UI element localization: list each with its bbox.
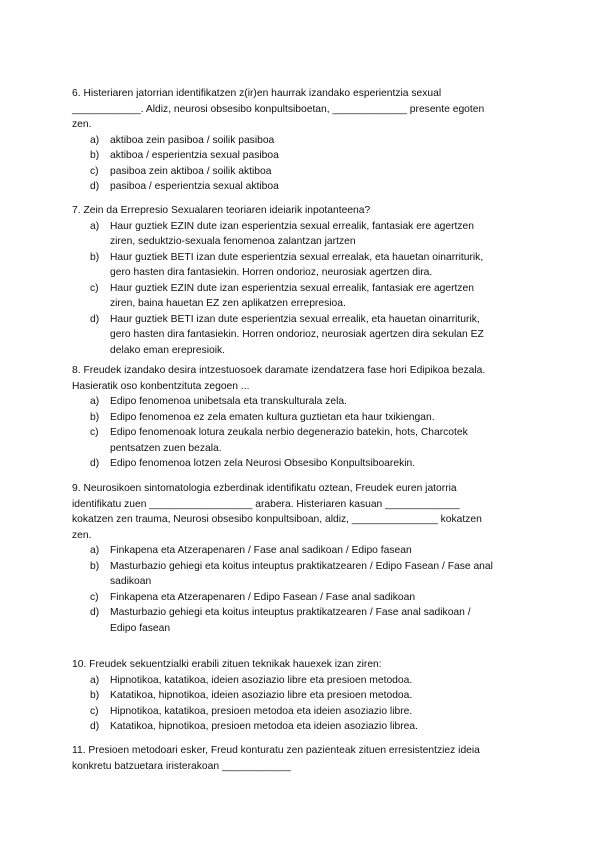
answer-option-c bbox=[72, 590, 532, 606]
option-marker: c) bbox=[90, 282, 99, 294]
answer-option-d bbox=[72, 719, 532, 735]
answer-option-a bbox=[72, 394, 532, 410]
option-text-line: Edipo fenomenoa unibetsala eta transkulturala zela. bbox=[110, 396, 347, 407]
option-marker: a) bbox=[90, 134, 100, 146]
option-text-line: gero hasten dira fantasiekin. Horren ondorioz, neurosiak agertzen dira sekulan EZ bbox=[110, 329, 484, 340]
option-text-line: Haur guztiek EZIN dute izan esperientzia sexual errealik, fantasiak ere agertzen bbox=[110, 220, 475, 232]
question-text-line: zen. bbox=[72, 529, 92, 541]
option-marker: c) bbox=[90, 427, 99, 438]
question-9 bbox=[72, 481, 532, 636]
option-text-line: Edipo fenomenoa ez zela ematen kultura guztietan eta haur txikiengan. bbox=[110, 411, 435, 423]
option-text-line: Edipo fenomenoak lotura zeukala nerbio degenerazio batekin, hots, Charcotek bbox=[110, 427, 468, 438]
option-marker: b) bbox=[90, 560, 100, 572]
option-marker: d) bbox=[90, 607, 100, 618]
question-text-line: zen. bbox=[72, 119, 92, 130]
option-text-line: pasiboa zein aktiboa / soilik aktiboa bbox=[110, 165, 272, 177]
option-text-line: Katatikoa, hipnotikoa, ideien asoziazio libre eta presioen metodoa. bbox=[110, 690, 413, 701]
question-text-line: konkretu batzuetara iristerakoan ____________ bbox=[72, 760, 291, 772]
answer-option-a bbox=[72, 133, 532, 149]
answer-option-c bbox=[72, 704, 532, 720]
option-text-line: Hipnotikoa, katatikoa, presioen metodoa eta ideien asoziazio libre. bbox=[110, 705, 413, 717]
answer-option-d bbox=[72, 179, 532, 195]
option-text-line: ziren, baina hauetan EZ zen aplikatzen errepresioa. bbox=[110, 298, 346, 309]
option-text-line: Edipo fasean bbox=[110, 622, 171, 634]
question-text-line: 11. Presioen metodoari esker, Freud konturatu zen pazienteak zituen erresistentziez ideia bbox=[72, 745, 480, 756]
question-text-line: identifikatu zuen __________________ arabera. Histeriaren kasuan _____________ bbox=[72, 498, 460, 510]
question-text-line: 8. Freudek izandako desira intzestuosoek daramate izendatzera fase hori Edipikoa bezala. bbox=[72, 365, 486, 376]
option-text-line: sadikoan bbox=[110, 576, 152, 587]
question-text-line: ____________. Aldiz, neurosi obsesibo konpultsiboetan, _____________ presente egoten bbox=[72, 103, 485, 115]
answer-option-d bbox=[72, 456, 532, 472]
option-text-line: Masturbazio gehiegi eta koitus inteuptus praktikatzearen / Edipo Fasean / Fase anal bbox=[110, 560, 493, 572]
option-text-line: Edipo fenomenoa lotzen zela Neurosi Obsesibo Konpultsiboarekin. bbox=[110, 458, 416, 469]
option-marker: b) bbox=[90, 251, 100, 263]
answer-option-b bbox=[72, 688, 532, 704]
option-marker: a) bbox=[90, 545, 100, 556]
answer-option-a bbox=[72, 543, 532, 559]
question-text-line: 9. Neurosikoen sintomatologia ezberdinak identifikatu oztean, Freudek euren jatorria bbox=[72, 483, 457, 494]
option-marker: d) bbox=[90, 181, 100, 192]
question-6 bbox=[72, 86, 532, 195]
option-text-line: aktiboa / esperientzia sexual pasiboa bbox=[110, 150, 279, 161]
question-7 bbox=[72, 203, 532, 358]
answer-option-c bbox=[72, 425, 532, 456]
option-marker: d) bbox=[90, 458, 100, 469]
answer-option-c bbox=[72, 281, 532, 312]
option-text-line: pentsatzen zuen bezala. bbox=[110, 442, 222, 454]
answer-option-a bbox=[72, 673, 532, 689]
question-8 bbox=[72, 363, 532, 472]
question-11 bbox=[72, 743, 532, 774]
option-marker: d) bbox=[90, 721, 100, 732]
question-text-line: kokatzen zen trauma, Neurosi obsesibo konpultsiboan, aldiz, _______________ kokatzen bbox=[72, 514, 482, 525]
option-text-line: Katatikoa, hipnotikoa, presioen metodoa eta ideien asoziazio librea. bbox=[110, 721, 418, 732]
answer-option-b bbox=[72, 410, 532, 426]
answer-option-b bbox=[72, 148, 532, 164]
option-marker: b) bbox=[90, 690, 100, 701]
option-text-line: delako eman erepresioik. bbox=[110, 344, 226, 356]
option-text-line: aktiboa zein pasiboa / soilik pasiboa bbox=[110, 134, 275, 146]
option-marker: b) bbox=[90, 150, 100, 161]
option-text-line: Haur guztiek BETI izan dute esperientzia sexual errealak, eta hauetan oinarriturik, bbox=[110, 251, 484, 263]
answer-option-d bbox=[72, 605, 532, 636]
option-marker: a) bbox=[90, 220, 100, 232]
option-marker: a) bbox=[90, 674, 100, 686]
answer-option-b bbox=[72, 250, 532, 281]
option-marker: a) bbox=[90, 396, 100, 407]
question-text-line: 10. Freudek sekuentzialki erabili zituen teknikak hauexek izan ziren: bbox=[72, 659, 382, 670]
answer-option-d bbox=[72, 312, 532, 359]
option-text-line: Haur guztiek BETI izan dute esperientzia sexual errealik, eta hauetan oinarriturik, bbox=[110, 313, 480, 325]
option-text-line: ziren, seduktzio-sexuala fenomenoa zalantzan jartzen bbox=[110, 236, 356, 247]
option-marker: d) bbox=[90, 313, 100, 325]
option-text-line: Finkapena eta Atzerapenaren / Fase anal sadikoan / Edipo fasean bbox=[110, 545, 412, 556]
option-marker: b) bbox=[90, 411, 100, 423]
question-text-line: 6. Histeriaren jatorrian identifikatzen z(ir)en haurrak izandako esperientzia sexual bbox=[72, 88, 442, 99]
question-text-line: Hasieratik oso konbentzituta zegoen ... bbox=[72, 380, 250, 392]
option-marker: c) bbox=[90, 165, 99, 177]
question-10 bbox=[72, 657, 532, 735]
option-text-line: pasiboa / esperientzia sexual aktiboa bbox=[110, 181, 279, 192]
answer-option-a bbox=[72, 219, 532, 250]
option-marker: c) bbox=[90, 591, 99, 603]
option-text-line: Finkapena eta Atzerapenaren / Edipo Fasean / Fase anal sadikoan bbox=[110, 591, 416, 603]
option-text-line: Haur guztiek EZIN dute izan esperientzia sexual errealik, fantasiak ere agertzen bbox=[110, 282, 475, 294]
answer-option-b bbox=[72, 559, 532, 590]
answer-option-c bbox=[72, 164, 532, 180]
option-text-line: Hipnotikoa, katatikoa, ideien asoziazio libre eta presioen metodoa. bbox=[110, 674, 413, 686]
option-marker: c) bbox=[90, 705, 99, 717]
option-text-line: gero hasten dira fantasiekin. Horren ondorioz, neurosiak agertzen dira. bbox=[110, 267, 433, 278]
option-text-line: Masturbazio gehiegi eta koitus inteuptus praktikatzearen / Fase anal sadikoan / bbox=[110, 607, 471, 618]
question-text-line: 7. Zein da Errepresio Sexualaren teoriaren ideiarik inpotanteena? bbox=[72, 205, 371, 216]
